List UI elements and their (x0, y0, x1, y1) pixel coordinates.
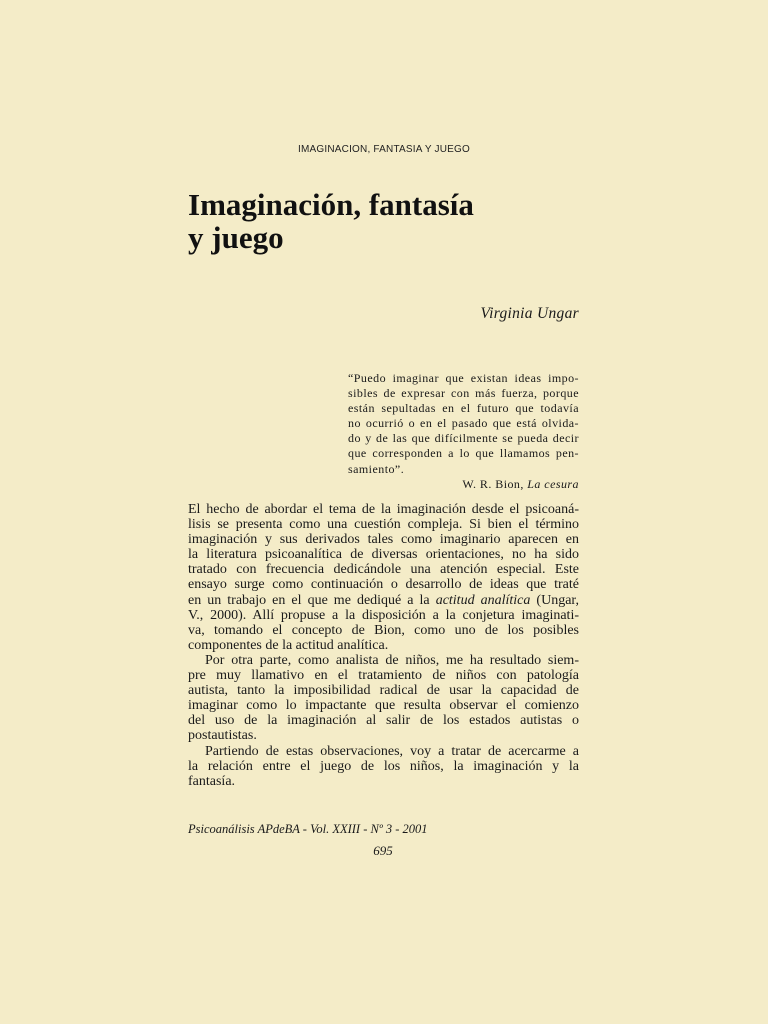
body-line: fantasía. (188, 773, 236, 789)
body-line: V., 2000). Allí propuse a la disposición a la conjetura imaginati- (188, 607, 579, 623)
epigraph-line: samiento”. (348, 461, 405, 476)
body-line: la literatura psicoanalítica de diversas orientaciones, no ha sido (188, 547, 579, 563)
epigraph-line: “Puedo imaginar que existan ideas impo- (348, 371, 579, 385)
body-line: El hecho de abordar el tema de la imaginación desde el psicoaná- (188, 502, 579, 517)
body-line: imaginar como lo impactante que resulta observar el comienzo (188, 698, 579, 714)
body-line: imaginación y sus derivados tales como imaginario aparecen en (188, 532, 579, 548)
journal-citation: Psicoanálisis APdeBA - Vol. XXIII - Nº 3 - 2001 (188, 822, 428, 836)
body-line: postautistas. (188, 728, 257, 744)
body-line: va, tomando el concepto de Bion, como uno de los posibles (188, 622, 579, 638)
body-line: Partiendo de estas observaciones, voy a tratar de acercarme a (205, 743, 579, 759)
article-body (188, 502, 579, 789)
body-line-text: en un trabajo en el que me dediqué a la (188, 592, 436, 608)
body-line: pre muy llamativo en el tratamiento de niños con patología (188, 668, 579, 684)
emphasis-actitud-analitica: actitud analítica (435, 592, 531, 608)
epigraph-line: que corresponden a lo que llamamos pen- (348, 446, 579, 461)
epigraph-attribution-author: W. R. Bion, (462, 476, 528, 491)
body-line: autista, tanto la imposibilidad radical de usar la capacidad de (188, 683, 579, 699)
epigraph-line: sibles de expresar con más fuerza, porque (348, 386, 579, 401)
epigraph-line: no ocurrió o en el pasado que está olvida- (348, 416, 579, 431)
body-line: Por otra parte, como analista de niños, me ha resultado siem- (205, 652, 579, 668)
running-head: IMAGINACION, FANTASIA Y JUEGO (298, 144, 470, 155)
page-number-wrap (0, 843, 768, 859)
epigraph-attribution (348, 477, 579, 492)
epigraph-line: do y de las que difícilmente se pueda decir (348, 431, 579, 446)
body-line: ensayo surge como continuación o desarrollo de ideas que traté (188, 577, 579, 593)
author-name: Virginia Ungar (480, 305, 579, 322)
title-line-2: y juego (188, 220, 284, 255)
body-line: lisis se presenta como una cuestión compleja. Si bien el término (188, 517, 579, 533)
body-line: componentes de la actitud analítica. (188, 637, 389, 653)
epigraph-attribution-work: La cesura (527, 476, 579, 491)
article-title (188, 188, 474, 254)
body-line: la relación entre el juego de los niños, la imaginación y la (188, 758, 579, 774)
body-line: del uso de la imaginación al salir de los estados autistas o (188, 713, 579, 729)
body-line (188, 593, 579, 608)
title-line-1: Imaginación, fantasía (188, 187, 474, 222)
body-line-text: (Ungar, (530, 592, 580, 608)
body-line: tratado con frecuencia dedicándole una atención especial. Este (188, 562, 579, 578)
page-number: 695 (373, 843, 393, 858)
epigraph-line: están sepultadas en el futuro que todavía (348, 401, 579, 416)
epigraph (348, 371, 579, 492)
